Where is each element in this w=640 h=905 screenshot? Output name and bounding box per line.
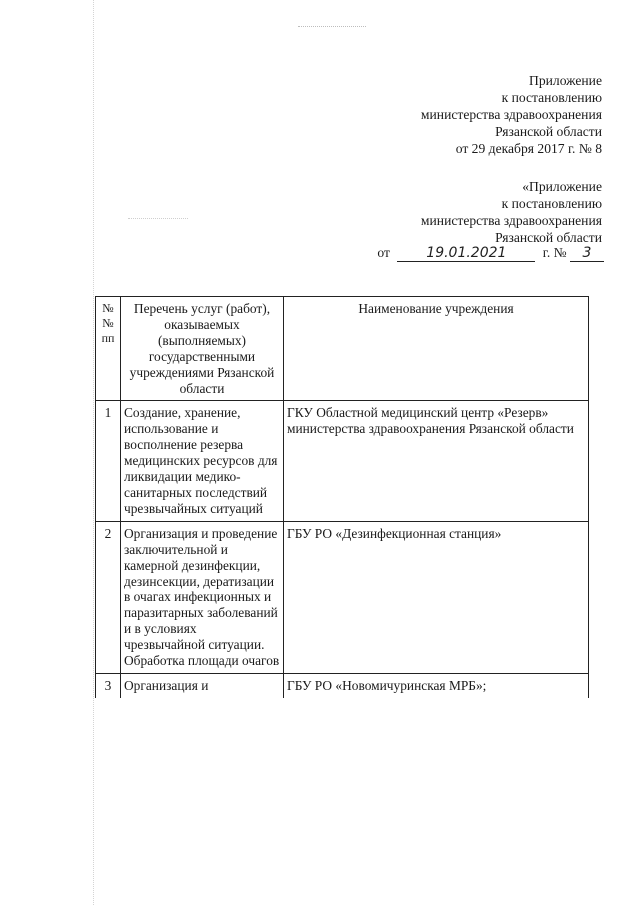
header-num: № № пп [96, 297, 121, 401]
row-institution: ГКУ Областной медицинский центр «Резерв» министерства здравоохранения Рязанской области [284, 401, 589, 521]
table-row [96, 521, 589, 673]
number-prefix: г. № [542, 245, 567, 260]
appendix-line: к постановлению [501, 90, 602, 105]
appendix-line: к постановлению [501, 196, 602, 211]
header-service: Перечень услуг (работ), оказываемых (выполняемых) государственными учреждениями Рязанской области [121, 297, 284, 401]
appendix-header [421, 72, 602, 157]
scan-artifact [298, 26, 366, 30]
table-row [96, 673, 589, 697]
row-service: Создание, хранение, использование и восполнение резерва медицинских ресурсов для ликвидации медико-санитарных последствий чрезвычайных ситуаций [121, 401, 284, 521]
appendix-line: от 29 декабря 2017 г. № 8 [455, 141, 602, 156]
appendix-line: министерства здравоохранения [420, 213, 602, 228]
row-num: 2 [96, 521, 121, 673]
row-institution: ГБУ РО «Новомичуринская МРБ»; [284, 673, 589, 697]
table-row [96, 401, 589, 521]
handwritten-number: 3 [582, 245, 592, 261]
scan-artifact [128, 218, 188, 221]
date-line [377, 245, 604, 262]
row-service: Организация и проведение заключительной и камерной дезинфекции, дезинсекции, дератизации в очагах инфекционных и паразитарных заболеваний и в условиях чрезвычайной ситуации. Обработка площади очагов [121, 521, 284, 673]
row-num: 1 [96, 401, 121, 521]
handwritten-date: 19.01.2021 [426, 245, 507, 261]
header-institution: Наименование учреждения [284, 297, 589, 401]
date-prefix: от [377, 245, 390, 260]
appendix-line: Рязанской области [495, 230, 602, 245]
services-table [95, 296, 589, 698]
appendix-line: министерства здравоохранения [420, 107, 602, 122]
date-field [397, 245, 535, 262]
appendix-line: Рязанской области [495, 124, 602, 139]
appendix-line: «Приложение [522, 179, 602, 194]
table-header-row [96, 297, 589, 401]
row-num: 3 [96, 673, 121, 697]
appendix-quote-header [421, 178, 602, 246]
number-field [570, 245, 604, 262]
row-service: Организация и [121, 673, 284, 697]
row-institution: ГБУ РО «Дезинфекционная станция» [284, 521, 589, 673]
appendix-line: Приложение [529, 73, 602, 88]
